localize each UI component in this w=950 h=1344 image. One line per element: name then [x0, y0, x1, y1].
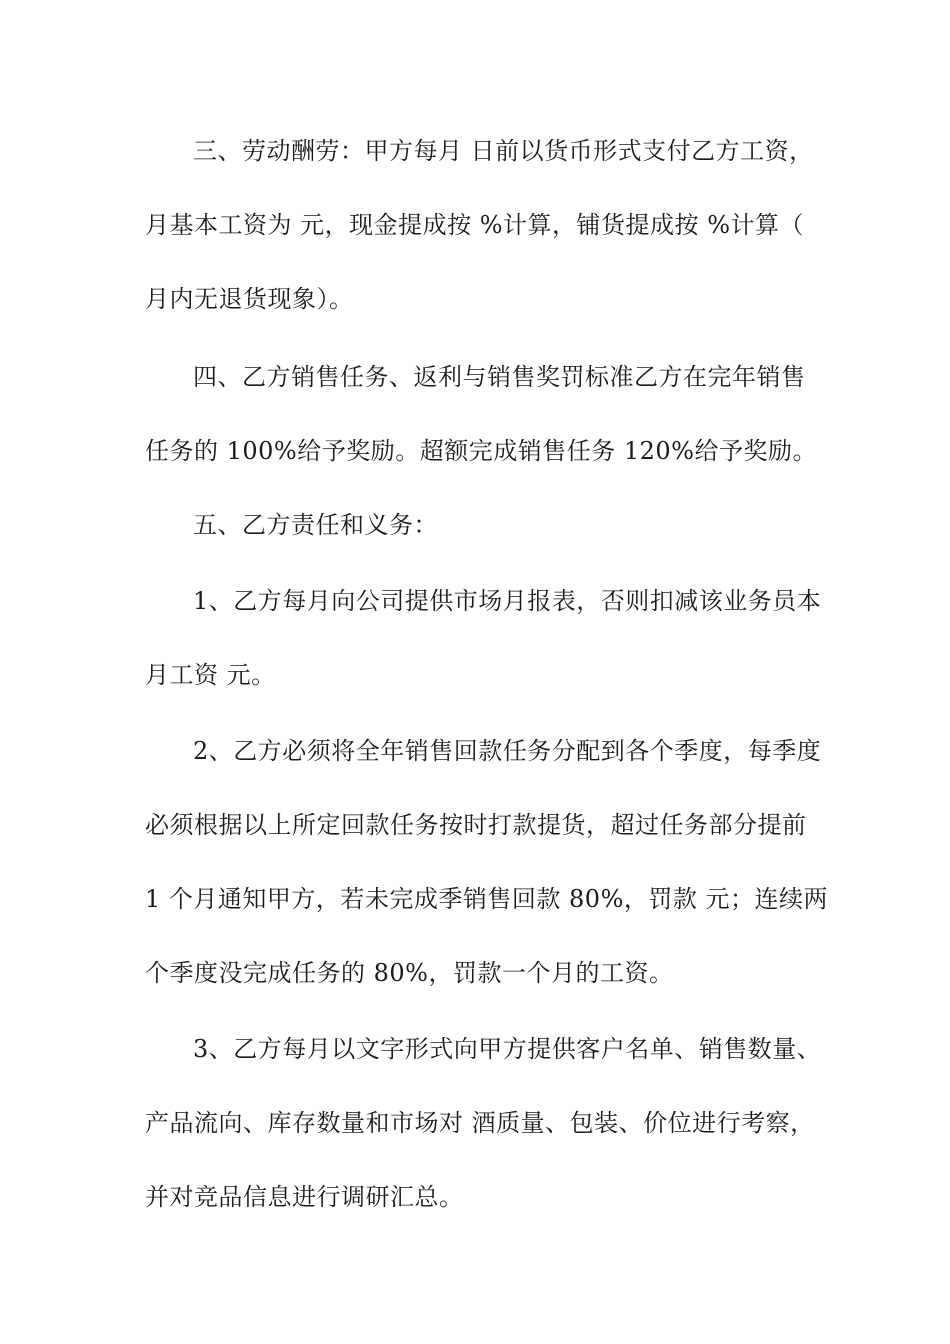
- paragraph-3-line-2: 月基本工资为 元，现金提成按 %计算，铺货提成按 %计算（: [145, 211, 804, 239]
- paragraph-4-line-2: 任务的 100%给予奖励。超额完成销售任务 120%给予奖励。: [145, 437, 817, 465]
- item-2-line-4: 个季度没完成任务的 80%，罚款一个月的工资。: [145, 959, 674, 987]
- item-1-line-2: 月工资 元。: [145, 661, 276, 689]
- section-5-heading: 五、乙方责任和义务：: [193, 511, 438, 539]
- paragraph-4-line-1: 四、乙方销售任务、返利与销售奖罚标准乙方在完年销售: [193, 363, 806, 391]
- item-3-line-2: 产品流向、库存数量和市场对 酒质量、包装、价位进行考察，: [145, 1109, 815, 1137]
- item-1-line-1: 1、乙方每月向公司提供市场月报表，否则扣减该业务员本: [193, 587, 822, 615]
- paragraph-3-line-1: 三、劳动酬劳：甲方每月 日前以货币形式支付乙方工资，: [193, 137, 814, 165]
- paragraph-3-line-3: 月内无退货现象）。: [145, 285, 354, 313]
- item-2-line-2: 必须根据以上所定回款任务按时打款提货，超过任务部分提前: [145, 811, 807, 839]
- item-3-line-1: 3、乙方每月以文字形式向甲方提供客户名单、销售数量、: [193, 1035, 822, 1063]
- item-3-line-3: 并对竞品信息进行调研汇总。: [145, 1183, 464, 1211]
- item-2-line-1: 2、乙方必须将全年销售回款任务分配到各个季度，每季度: [193, 737, 822, 765]
- item-2-line-3: 1 个月通知甲方，若未完成季销售回款 80%，罚款 元；连续两: [145, 885, 828, 913]
